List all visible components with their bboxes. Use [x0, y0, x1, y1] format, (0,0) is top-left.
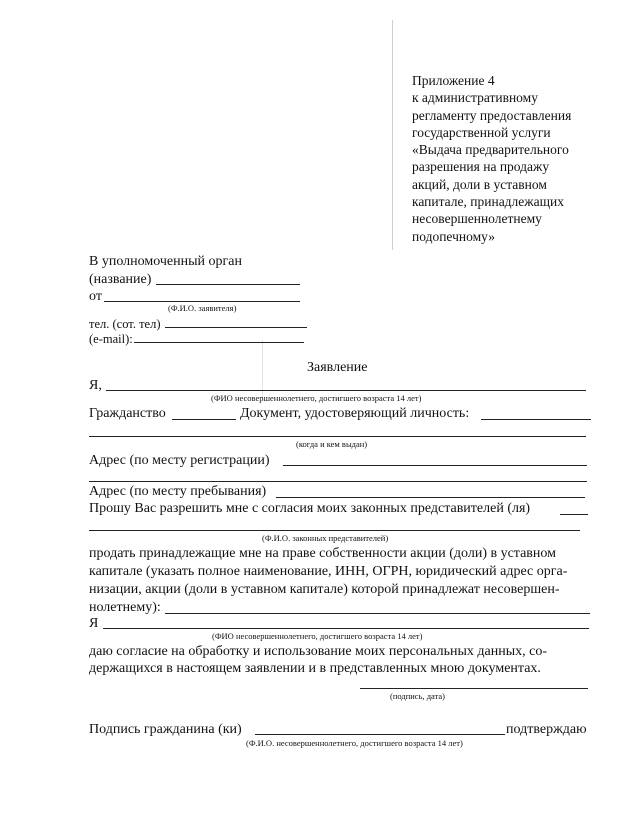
- ya-label: Я,: [89, 378, 102, 393]
- representatives-field[interactable]: [89, 530, 580, 531]
- sell-text-line: продать принадлежащие мне на праве собственности акции (доли) в уставном: [89, 546, 556, 561]
- from-label: от: [89, 289, 102, 304]
- id-document-issued-field[interactable]: [89, 436, 586, 437]
- scan-artifact-line: [392, 20, 393, 250]
- header-line: капитале, принадлежащих: [412, 194, 564, 210]
- citizen-signature-field[interactable]: [255, 734, 505, 735]
- minor-name-hint: (ФИО несовершеннолетнего, достигшего возраста 14 лет): [211, 393, 422, 403]
- sell-text-line: нолетнему):: [89, 600, 161, 615]
- header-line: разрешения на продажу: [412, 159, 550, 175]
- phone-field[interactable]: [165, 327, 307, 328]
- ya2-label: Я: [89, 616, 99, 631]
- request-text: Прошу Вас разрешить мне с согласия моих законных представителей (ля): [89, 501, 531, 516]
- organization-details-field[interactable]: [165, 613, 590, 614]
- header-line: несовершеннолетнему: [412, 211, 542, 227]
- registration-address-field-2[interactable]: [89, 481, 587, 482]
- form-title: Заявление: [307, 360, 368, 375]
- signature-date-field[interactable]: [360, 688, 588, 689]
- header-line: акций, доли в уставном: [412, 176, 547, 192]
- representatives-hint: (Ф.И.О. законных представителей): [262, 533, 389, 543]
- citizenship-label: Гражданство: [89, 406, 166, 421]
- header-line: подопечному»: [412, 228, 495, 244]
- email-label: (e-mail):: [89, 332, 133, 346]
- header-line: к административному: [412, 90, 538, 106]
- header-line: регламенту предоставления: [412, 107, 572, 123]
- id-document-hint: (когда и кем выдан): [296, 439, 368, 449]
- minor-name-hint-2: (ФИО несовершеннолетнего, достигшего возраста 14 лет): [212, 631, 423, 641]
- header-line: Приложение 4: [412, 73, 495, 88]
- stay-address-label: Адрес (по месту пребывания): [89, 484, 267, 499]
- representatives-field-tail[interactable]: [560, 514, 588, 515]
- name-field[interactable]: [156, 284, 300, 285]
- sell-text-line: низации, акции (доли в уставном капитале) которой принадлежат несовершен-: [89, 582, 560, 597]
- header-line: государственной услуги: [412, 124, 551, 140]
- email-field[interactable]: [134, 342, 304, 343]
- applicant-name-hint: (Ф.И.О. заявителя): [168, 303, 237, 313]
- name-label: (название): [89, 272, 152, 287]
- registration-address-label: Адрес (по месту регистрации): [89, 453, 270, 468]
- scan-artifact-line: [262, 340, 263, 400]
- citizen-signature-label: Подпись гражданина (ки): [89, 722, 242, 737]
- registration-address-field[interactable]: [283, 465, 587, 466]
- id-document-label: Документ, удостоверяющий личность:: [240, 406, 470, 421]
- header-line: «Выдача предварительного: [412, 142, 569, 158]
- appendix-header: [412, 72, 571, 245]
- minor-name-field[interactable]: [106, 390, 586, 391]
- citizen-signature-hint: (Ф.И.О. несовершеннолетнего, достигшего возраста 14 лет): [246, 738, 463, 748]
- consent-text-line: даю согласие на обработку и использование моих персональных данных, со-: [89, 644, 548, 659]
- addressee-line: В уполномоченный орган: [89, 254, 242, 269]
- confirm-label: подтверждаю: [506, 722, 587, 737]
- minor-name-field-2[interactable]: [103, 628, 589, 629]
- id-document-field[interactable]: [481, 419, 591, 420]
- citizenship-field[interactable]: [172, 419, 236, 420]
- sell-text-line: капитале (указать полное наименование, ИНН, ОГРН, юридический адрес орга-: [89, 564, 568, 579]
- consent-text-line: держащихся в настоящем заявлении и в представленных мною документах.: [89, 661, 541, 676]
- stay-address-field[interactable]: [276, 497, 585, 498]
- phone-label: тел. (сот. тел): [89, 317, 161, 331]
- applicant-name-field[interactable]: [104, 301, 300, 302]
- signature-date-hint: (подпись, дата): [390, 691, 446, 701]
